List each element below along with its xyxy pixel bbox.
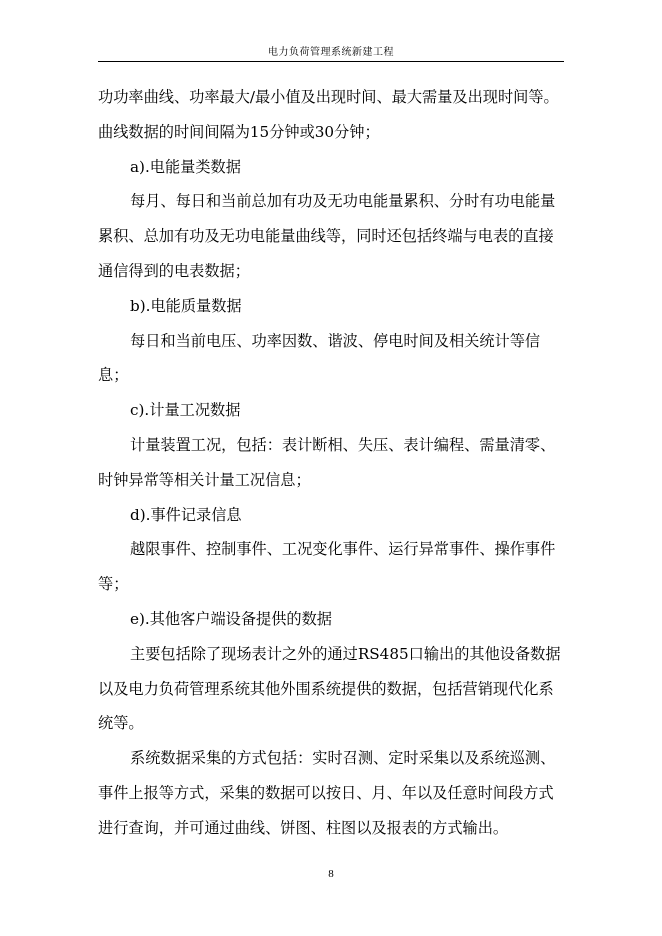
page-header: 电力负荷管理系统新建工程 — [268, 47, 394, 58]
paragraph-event-records: 越限事件、控制事件、工况变化事件、运行异常事件、操作事件等； — [98, 540, 556, 594]
section-heading-a: a).电能量类数据 — [130, 157, 241, 176]
paragraph-collection-methods: 系统数据采集的方式包括：实时召测、定时采集以及系统巡测、事件上报等方式，采集的数据可以按日、月、年以及任意时间段方式进行查询，并可通过曲线、饼图、柱图以及报表的方式输出。 — [98, 749, 556, 837]
paragraph-energy-data: 每月、每日和当前总加有功及无功电能量累积、分时有功电能量累积、总加有功及无功电能量曲线等，同时还包括终端与电表的直接通信得到的电表数据； — [98, 192, 556, 280]
paragraph-metering-status: 计量装置工况，包括：表计断相、失压、表计编程、需量清零、时钟异常等相关计量工况信息； — [98, 435, 556, 489]
section-heading-d: d).事件记录信息 — [130, 505, 242, 524]
section-heading-b: b).电能质量数据 — [130, 296, 242, 315]
paragraph-continuation: 功功率曲线、功率最大/最小值及出现时间、最大需量及出现时间等。曲线数据的时间间隔为15分钟或30分钟； — [98, 88, 559, 141]
page-number: 8 — [328, 868, 334, 880]
document-body — [98, 80, 568, 846]
paragraph-other-devices: 主要包括除了现场表计之外的通过RS485口输出的其他设备数据以及电力负荷管理系统其他外围系统提供的数据，包括营销现代化系统等。 — [98, 644, 561, 733]
section-heading-c: c).计量工况数据 — [130, 401, 241, 420]
paragraph-power-quality: 每日和当前电压、功率因数、谐波、停电时间及相关统计等信息； — [98, 331, 541, 385]
header-divider — [98, 61, 564, 62]
section-heading-e: e).其他客户端设备提供的数据 — [130, 609, 332, 628]
